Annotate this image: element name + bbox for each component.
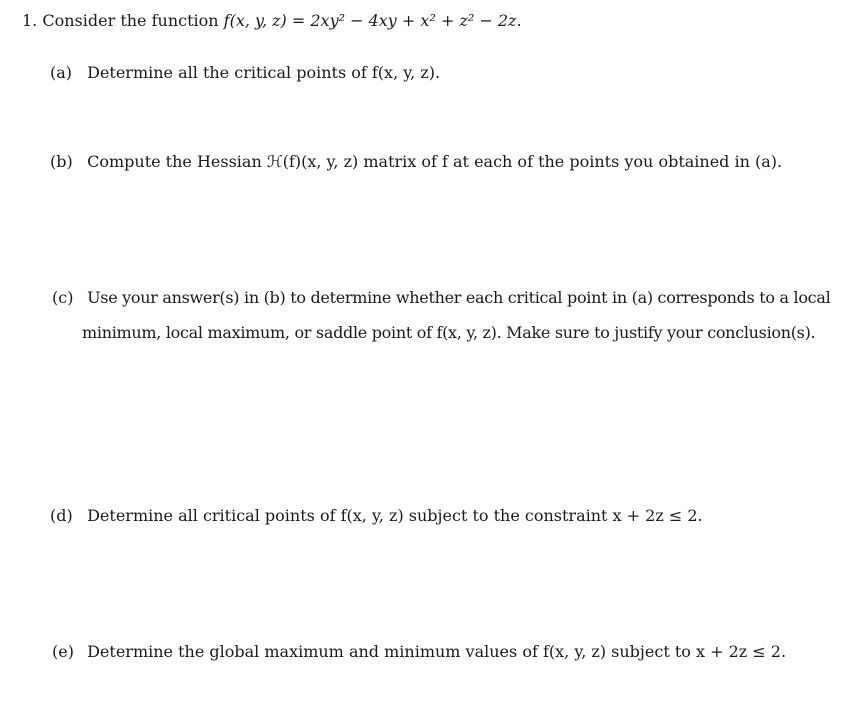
problem-intro: Consider the function xyxy=(42,11,219,30)
part-a-label: (a) xyxy=(50,63,73,82)
problem-statement xyxy=(22,11,522,31)
part-d-label: (d) xyxy=(50,506,73,525)
part-c-continuation xyxy=(82,323,815,343)
part-d xyxy=(50,506,703,526)
part-b-label: (b) xyxy=(50,152,73,171)
part-d-text: Determine all critical points of f(x, y, z) subject to the constraint x + 2z ≤ 2. xyxy=(87,506,703,525)
part-b-text: Compute the Hessian ℋ(f)(x, y, z) matrix of f at each of the points you obtained in (a). xyxy=(87,152,783,171)
part-a xyxy=(50,63,440,83)
problem-number: 1. xyxy=(22,11,38,30)
part-c xyxy=(52,288,830,308)
part-c-text-line-1: Use your answer(s) in (b) to determine whether each critical point in (a) corresponds to a local xyxy=(87,288,831,307)
problem-function: f(x, y, z) = 2xy² − 4xy + x² + z² − 2z xyxy=(223,11,517,30)
part-b xyxy=(50,152,782,172)
part-c-label: (c) xyxy=(52,288,74,307)
part-c-text-line-2: minimum, local maximum, or saddle point of f(x, y, z). Make sure to justify your conclusion(s). xyxy=(82,323,816,342)
part-e-label: (e) xyxy=(52,642,74,661)
part-e xyxy=(52,642,786,662)
problem-intro-end: . xyxy=(516,11,522,30)
part-a-text: Determine all the critical points of f(x, y, z). xyxy=(87,63,441,82)
part-e-text: Determine the global maximum and minimum values of f(x, y, z) subject to x + 2z ≤ 2. xyxy=(87,642,787,661)
